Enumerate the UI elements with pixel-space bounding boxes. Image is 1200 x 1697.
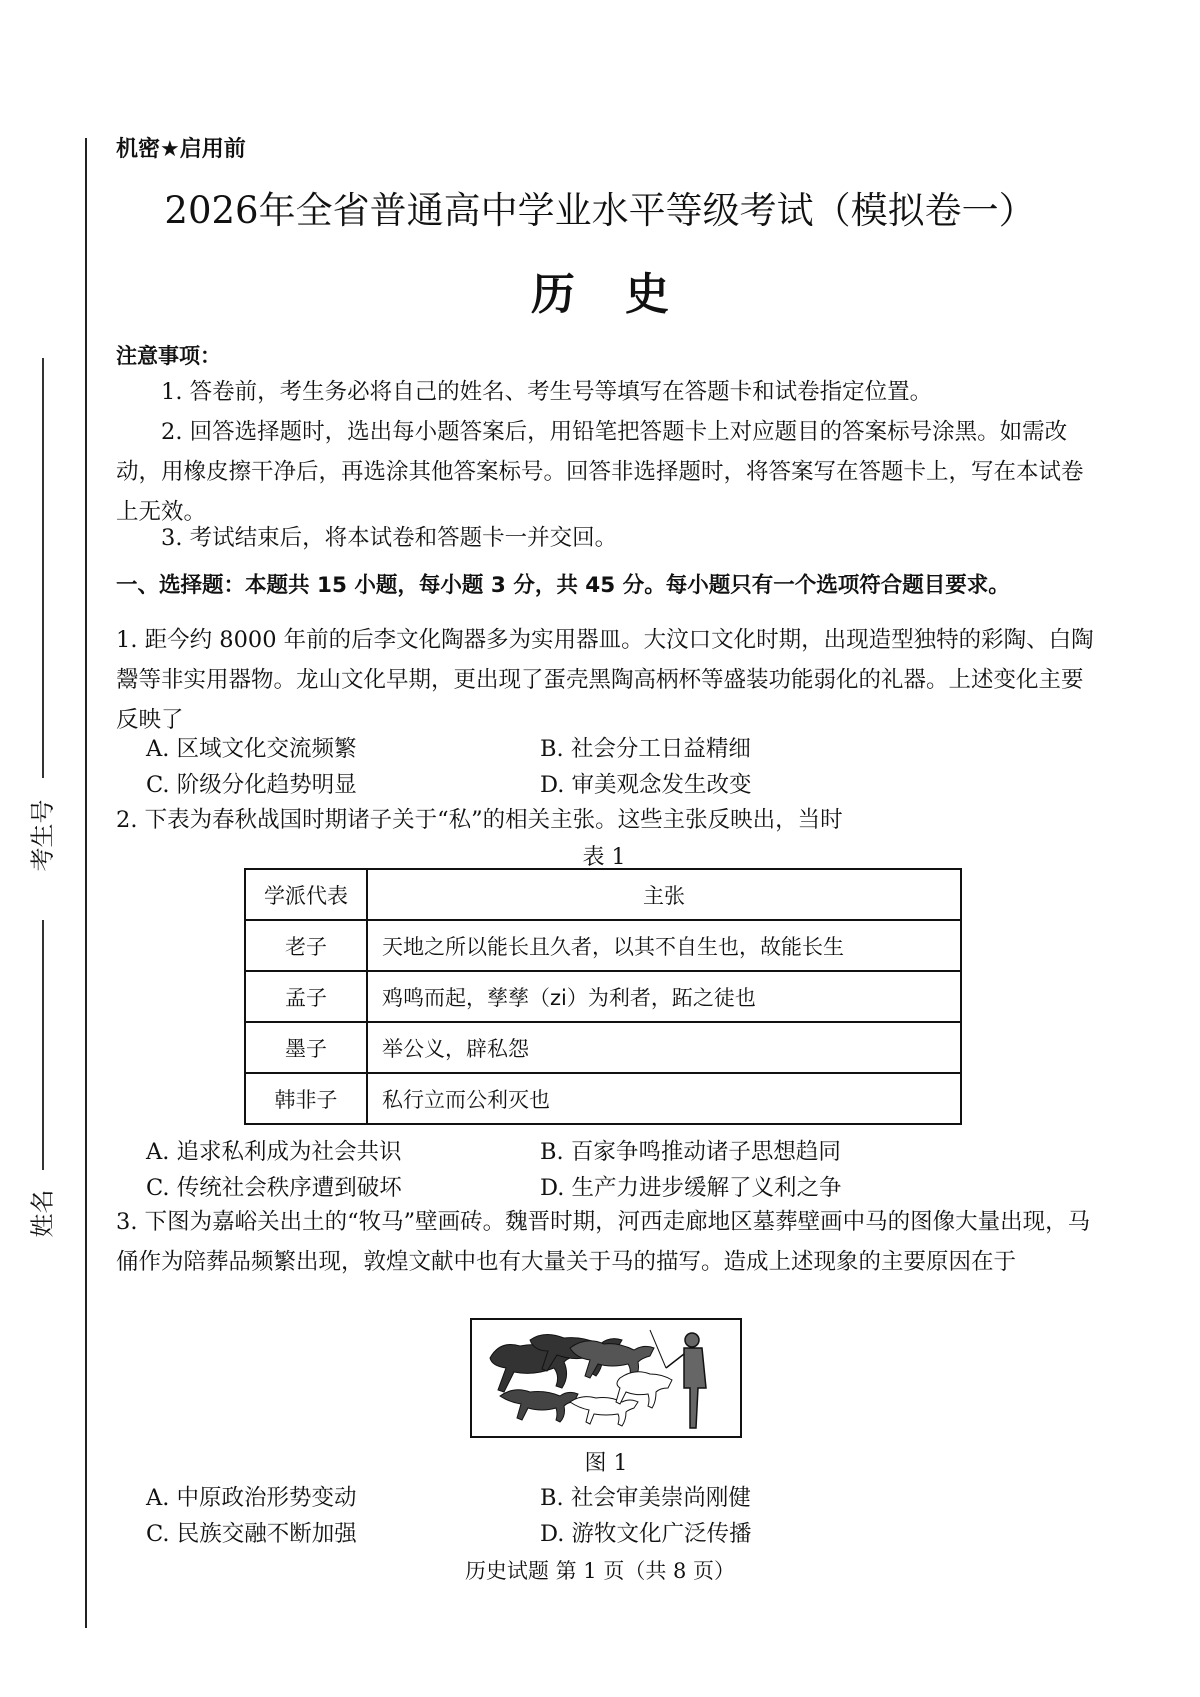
exam-no-blank [42,358,44,778]
table-cell: 天地之所以能长且久者，以其不自生也，故能长生 [367,920,961,971]
section-heading: 一、选择题：本题共 15 小题，每小题 3 分，共 45 分。每小题只有一个选项符合题目要求。 [116,573,1010,598]
note-item: 2. 回答选择题时，选出每小题答案后，用铅笔把答题卡上对应题目的答案标号涂黑。如需改动，用橡皮擦干净后，再选涂其他答案标号。回答非选择题时，将答案写在答题卡上，写在本试卷上无效。 [116,419,1084,525]
question-3-stem: 3. 下图为嘉峪关出土的“牧马”壁画砖。魏晋时期，河西走廊地区墓葬壁画中马的图像大量出现，马俑作为陪葬品频繁出现，敦煌文献中也有大量关于马的描写。造成上述现象的主要原因在于 [116,1209,1091,1275]
binding-line [85,138,87,1628]
table-row [245,1022,961,1073]
q2-option-c: C. 传统社会秩序遭到破坏 [146,1175,402,1201]
subject-title: 历史 [531,269,719,320]
notes-heading: 注意事项： [116,344,221,368]
table-cell: 孟子 [245,971,367,1022]
thinkers-table [244,868,962,1125]
note-item: 3. 考试结束后，将本试卷和答题卡一并交回。 [161,525,618,551]
table-cell: 老子 [245,920,367,971]
table-row [245,971,961,1022]
q2-option-b: B. 百家争鸣推动诸子思想趋同 [540,1139,841,1165]
table-cell: 墨子 [245,1022,367,1073]
q1-option-c: C. 阶级分化趋势明显 [146,772,357,798]
confidential-mark: 机密★启用前 [116,137,246,162]
q3-option-c: C. 民族交融不断加强 [146,1521,357,1547]
exam-title: 2026年全省普通高中学业水平等级考试（模拟卷一） [164,189,1036,232]
name-blank [42,920,44,1170]
page-footer: 历史试题 第 1 页（共 8 页） [464,1559,736,1583]
q3-option-d: D. 游牧文化广泛传播 [540,1521,752,1547]
q2-option-a: A. 追求私利成为社会共识 [146,1139,402,1165]
table-cell: 鸡鸣而起，孳孳（zi）为利者，跖之徒也 [367,971,961,1022]
table-cell: 私行立而公利灭也 [367,1073,961,1124]
figure-caption: 图 1 [584,1451,628,1476]
table-cell: 韩非子 [245,1073,367,1124]
table-row [245,920,961,971]
q1-option-b: B. 社会分工日益精细 [540,736,751,762]
table-row [245,1073,961,1124]
horse-mural-figure [470,1318,742,1438]
q3-option-b: B. 社会审美崇尚刚健 [540,1485,751,1511]
table-header: 学派代表 [245,869,367,920]
q2-option-d: D. 生产力进步缓解了义利之争 [540,1175,842,1201]
question-1-stem: 1. 距今约 8000 年前的后李文化陶器多为实用器皿。大汶口文化时期，出现造型独特的彩陶、白陶鬶等非实用器物。龙山文化早期，更出现了蛋壳黑陶高柄杯等盛装功能弱化的礼器。上述变化主要反映了 [116,627,1094,733]
table-header: 主张 [367,869,961,920]
table-caption: 表 1 [582,845,626,870]
question-2-stem: 2. 下表为春秋战国时期诸子关于“私”的相关主张。这些主张反映出，当时 [116,807,843,833]
table-cell: 举公义，辟私怨 [367,1022,961,1073]
q1-option-d: D. 审美观念发生改变 [540,772,752,798]
table-header-row [245,869,961,920]
q1-option-a: A. 区域文化交流频繁 [146,736,357,762]
exam-no-label: 考生号 [28,799,57,872]
name-label: 姓名 [28,1189,57,1238]
q3-option-a: A. 中原政治形势变动 [146,1485,357,1511]
note-item: 1. 答卷前，考生务必将自己的姓名、考生号等填写在答题卡和试卷指定位置。 [161,379,933,405]
